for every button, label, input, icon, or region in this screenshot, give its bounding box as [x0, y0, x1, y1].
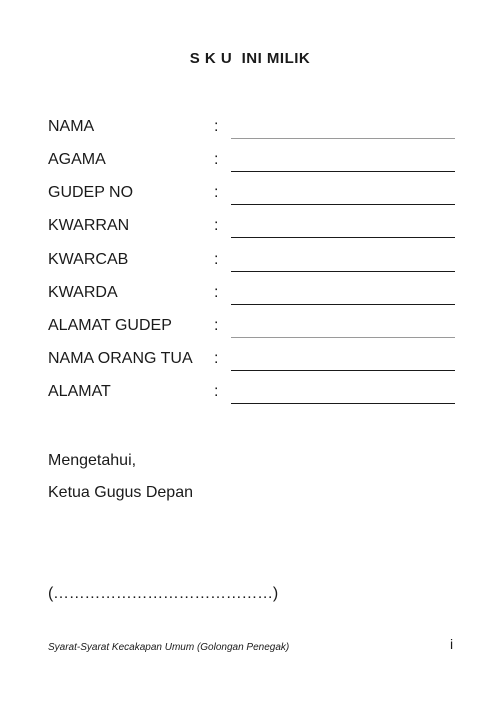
field-colon: :	[214, 383, 219, 400]
form-row-alamat	[0, 381, 500, 405]
footer-text: Syarat-Syarat Kecakapan Umum (Golongan Penegak)	[48, 642, 290, 653]
field-colon: :	[214, 118, 219, 135]
field-colon: :	[214, 151, 219, 168]
field-label-alamat-gudep: ALAMAT GUDEP	[48, 317, 172, 334]
field-line-kwarda[interactable]	[231, 304, 455, 305]
field-line-agama[interactable]	[231, 171, 455, 172]
signature-placeholder: (……………………………………)	[48, 585, 278, 602]
form-row-kwarran	[0, 215, 500, 239]
form-row-agama	[0, 149, 500, 173]
page-title: S K U INI MILIK	[189, 50, 311, 67]
form-row-alamat-gudep	[0, 315, 500, 339]
field-label-alamat: ALAMAT	[48, 383, 111, 400]
field-colon: :	[214, 350, 219, 367]
field-label-nama-orang-tua: NAMA ORANG TUA	[48, 350, 193, 367]
field-colon: :	[214, 184, 219, 201]
form-row-kwarda	[0, 282, 500, 306]
field-line-kwarcab[interactable]	[231, 271, 455, 272]
acknowledgement-line-1: Mengetahui,	[48, 452, 137, 469]
field-line-alamat-gudep[interactable]	[231, 337, 455, 338]
field-line-kwarran[interactable]	[231, 237, 455, 238]
field-label-kwarda: KWARDA	[48, 284, 118, 301]
field-line-alamat[interactable]	[231, 403, 455, 404]
field-label-nama: NAMA	[48, 118, 95, 135]
field-label-agama: AGAMA	[48, 151, 106, 168]
page-number: i	[450, 636, 454, 652]
field-label-gudep-no: GUDEP NO	[48, 184, 134, 201]
field-line-nama[interactable]	[231, 138, 455, 139]
field-colon: :	[214, 317, 219, 334]
form-row-kwarcab	[0, 249, 500, 273]
acknowledgement-line-2: Ketua Gugus Depan	[48, 484, 193, 501]
field-colon: :	[214, 217, 219, 234]
field-colon: :	[214, 251, 219, 268]
field-colon: :	[214, 284, 219, 301]
field-line-nama-orang-tua[interactable]	[231, 370, 455, 371]
form-row-nama	[0, 116, 500, 140]
field-label-kwarran: KWARRAN	[48, 217, 130, 234]
form-row-nama-orang-tua	[0, 348, 500, 372]
field-label-kwarcab: KWARCAB	[48, 251, 129, 268]
field-line-gudep-no[interactable]	[231, 204, 455, 205]
form-row-gudep-no	[0, 182, 500, 206]
